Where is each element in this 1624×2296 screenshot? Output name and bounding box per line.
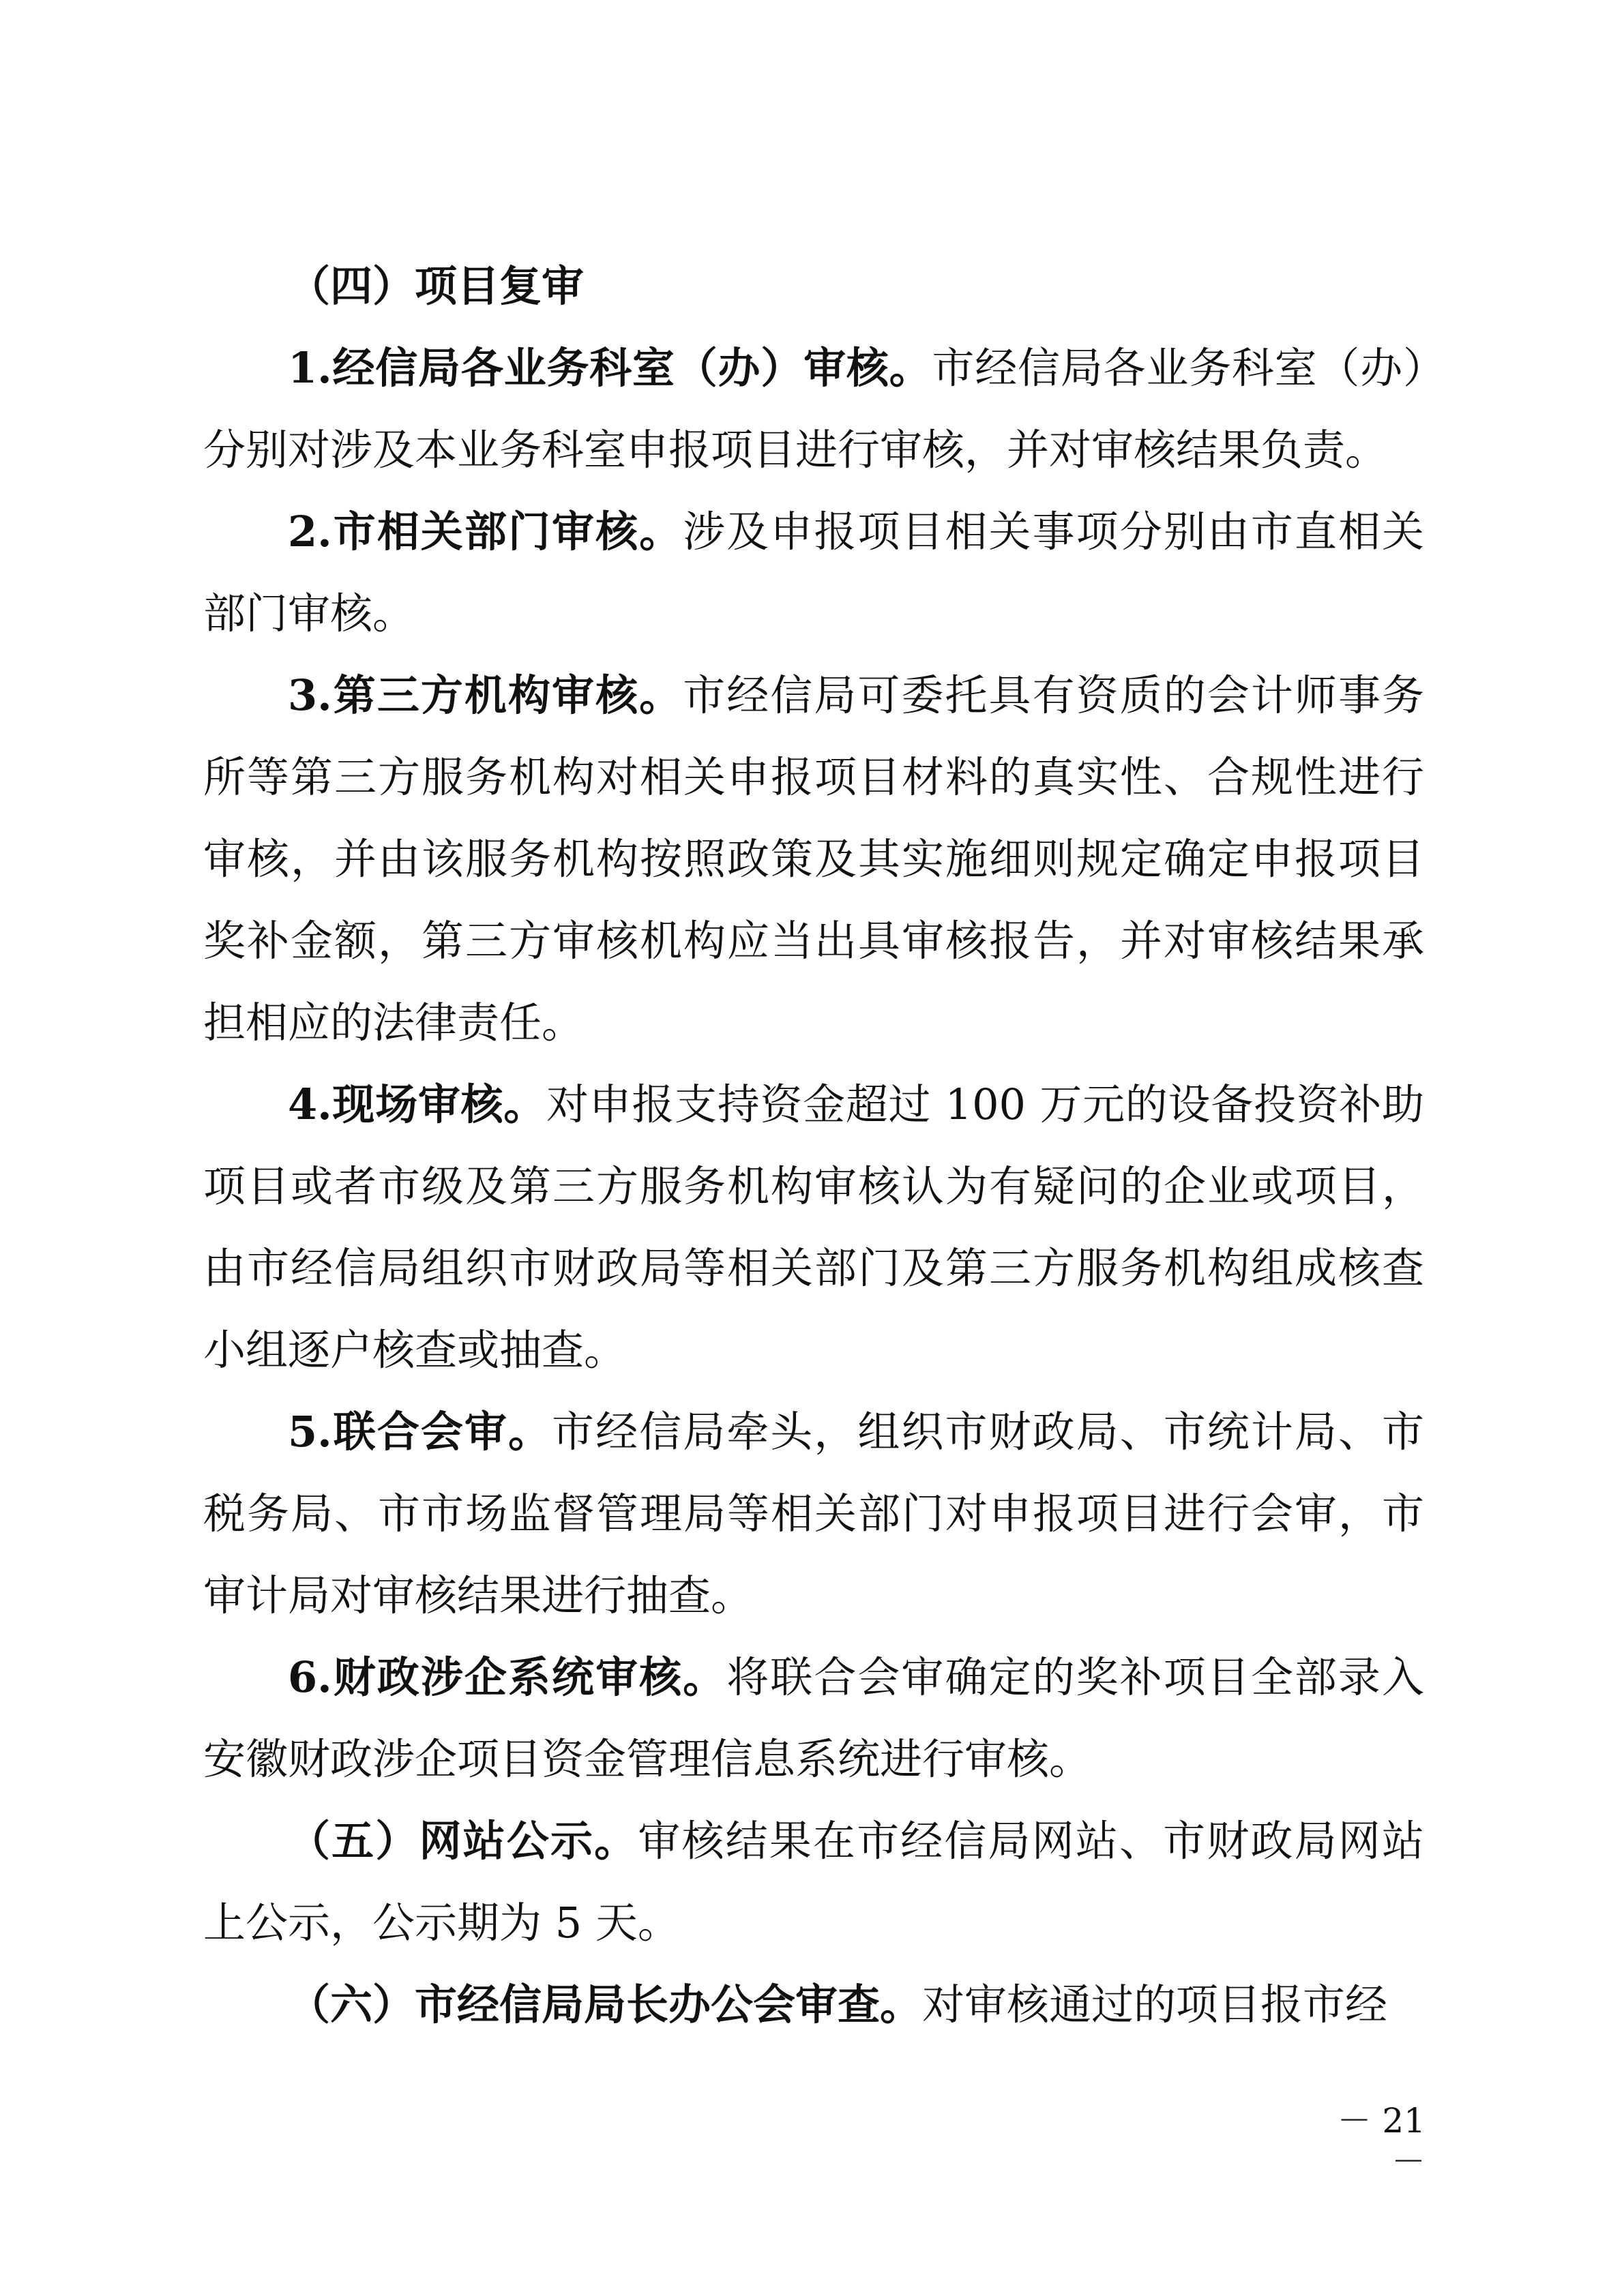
item-2-lead: 2.市相关部门审核。 — [288, 507, 683, 556]
item-3-text: 市经信局可委托具有资质的会计师事务所等第三方服务机构对相关申报项目材料的真实性、合规性进行审核，并由该服务机构按照政策及其实施细则规定确定申报项目奖补金额，第三方审核机构应当出具审核报告，并对审核结果承担相应的法律责任。 — [203, 670, 1424, 1047]
paragraph-item-3 — [203, 655, 1424, 1064]
paragraph-website-publicity — [203, 1800, 1424, 1964]
paragraph-item-5 — [203, 1391, 1424, 1637]
item-1-text: 市经信局各业务科室（办）分别对涉及本业务科室申报项目进行审核，并对审核结果负责。 — [203, 343, 1424, 475]
item-6-lead: 6.财政涉企系统审核。 — [288, 1652, 727, 1702]
paragraph-item-1 — [203, 327, 1424, 491]
item-5-lead: 5.联合会审。 — [288, 1407, 552, 1457]
item-6-text: 将联合会审确定的奖补项目全部录入安徽财政涉企项目资金管理信息系统进行审核。 — [203, 1652, 1424, 1784]
director-meeting-text: 对审核通过的项目报市经 — [922, 1980, 1388, 2029]
paragraph-item-6 — [203, 1637, 1424, 1800]
item-4-text: 对申报支持资金超过 100 万元的设备投资补助项目或者市级及第三方服务机构审核认为有疑问的企业或项目，由市经信局组织市财政局等相关部门及第三方服务机构组成核查小组逐户核查或抽查。 — [203, 1079, 1424, 1375]
page-number: － 21 － — [1337, 2101, 1426, 2181]
item-4-lead: 4.现场审核。 — [288, 1079, 546, 1129]
item-5-text: 市经信局牵头，组织市财政局、市统计局、市税务局、市市场监督管理局等相关部门对申报项目进行会审，市审计局对审核结果进行抽查。 — [203, 1407, 1424, 1620]
item-1-lead: 1.经信局各业务科室（办）审核。 — [288, 343, 932, 393]
paragraph-item-4 — [203, 1064, 1424, 1391]
paragraph-item-2 — [203, 491, 1424, 655]
paragraph-director-meeting-review — [203, 1964, 1424, 2046]
item-3-lead: 3.第三方机构审核。 — [288, 670, 683, 720]
director-meeting-lead: （六）市经信局局长办公会审查。 — [288, 1980, 923, 2029]
document-body — [203, 245, 1424, 2046]
website-publicity-text: 审核结果在市经信局网站、市财政局网站上公示，公示期为 5 天。 — [203, 1816, 1424, 1948]
item-2-text: 涉及申报项目相关事项分别由市直相关部门审核。 — [203, 507, 1424, 638]
section-heading-project-review: （四）项目复审 — [288, 261, 585, 311]
website-publicity-lead: （五）网站公示。 — [288, 1816, 638, 1866]
